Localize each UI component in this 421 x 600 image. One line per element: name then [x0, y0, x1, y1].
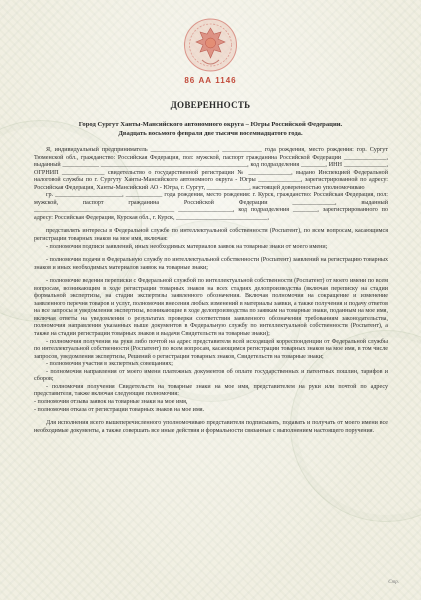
document-title: ДОВЕРЕННОСТЬ: [170, 100, 251, 110]
power-item-receive: - полномочия получения на руки либо почтой на адрес представителя всей исходящей корреспонденции от Федеральной службы по интеллектуальной собственности (Роспатент) по всем вопросам, касающимся регистрации товарных знаков на мое имя, в том числе запросов, уведомления экспертизы, Решений о регистрации товарных знаков, Свидетельств на товарные знаки;: [34, 338, 388, 360]
power-item-file: - полномочия подачи в Федеральную службу по интеллектуальной собственности (Роспатент) заявлений на регистрацию товарных знаков и иных необходимых материалов заявок на товарные знаки;: [34, 257, 388, 271]
power-item-meetings: - полномочия участия в экспертных совещаниях;: [46, 361, 173, 368]
document-heading: [40, 120, 381, 138]
power-item-withdraw: - полномочия отзыва заявок на товарные знаки на мое имя,: [34, 398, 188, 405]
power-item-refuse: - полномочия отказа от регистрации товарных знаков на мое имя.: [34, 406, 205, 413]
power-item-correspondence: - полномочие ведения переписки с Федеральной службой по интеллектуальной собственности (Роспатент) от моего имени по всем вопросам, возникающим в ходе регистрации товарных знаков на всех стадиях делопроизводства (включая переписку на стадии формальной экспертизы, на стадии экспертизы заявленного обозначения. Включая полномочия на сокращение и изменение заявленного перечня товаров и услуг, полномочия внесения любых изменений в материалы заявки, а также получения и подачу ответов на все запросы и уведомления экспертизы, возникающие в ходе делопроизводства по заявкам на товарные знаки, поданным на мое имя, включая ответы на уведомления о результатах проверки соответствия заявленного обозначения требованиям законодательства, полномочия направления указанных выше документов в Федеральную службу по интеллектуальной собственности (Роспатент), а также на стадии регистрации товарных знаков и выдачи Свидетельств на товарные знаки);: [34, 278, 388, 338]
page-footer-mark: Стр.: [388, 580, 399, 585]
document-body: [34, 147, 388, 435]
attorney-paragraph: гр. ______________________, ____________ года рождения, место рождения: г. Курск, гражданство: Российская Федерация, пол: мужской, паспорт гражданина Российской Федерации ______________, выданный ______________________________________________ __________________, код подразделения ________, зарегистрированного по адресу: Российская Федерация, Курская обл., г. Курск, ______________________________,: [34, 192, 388, 221]
power-item-sign: - полномочия подписи заявлений, иных необходимых материалов заявок на товарные знаки от моего имени;: [46, 243, 328, 250]
powers-intro-paragraph: представлять интересы в Федеральной службе по интеллектуальной собственности (Роспатент), по всем вопросам, касающимся регистрации товарных знаков на мое имя, включая:: [34, 228, 388, 243]
coat-of-arms-emblem-icon: [183, 16, 238, 74]
closing-paragraph: Для исполнения всего вышеперечисленного уполномочиваю представителя подписывать, подавать и получать от моего имени все необходимые документы, а также совершать все иные действия и формальности связанные с выполнением настоящего поручения.: [34, 420, 388, 434]
principal-paragraph: Я, индивидуальный предприниматель ______________________, _____________ года рождения, место рождения: гор. Сургут Тюменской обл., гражданство: Российская Федерация, пол: мужской, паспорт гражданина Российской Федерации ______________, выданный ____________ ________________________________________________, код подразделения ________, ИНН ______________, ОГРНИП ______________ свидетельство о государственной регистрации № ______________, выдано Инспекцией Федеральной налоговой службы по г. Сургуту Ханты-Мансийского автономного округа - Югры ______________, зарегистрированной по адресу: Российская Федерация, Ханты-Мансийский АО - Югра, г. Сургут, ______________, настоящей доверенностью уполномочиваю: [34, 147, 388, 191]
heading-date: Двадцать восьмого февраля две тысячи восемнадцатого года.: [118, 130, 303, 137]
heading-place: Город Сургут Ханты-Мансийского автономного округа – Югры Российской Федерации.: [78, 121, 343, 128]
power-item-payments: - полномочия направления от моего имени платежных документов об оплате государственных и патентных пошлин, тарифов и сборов;: [34, 368, 388, 383]
power-item-certificates: - полномочия получения Свидетельств на товарные знаки на мое имя, представителем на руки или почтой по адресу представителя, также включая следующие полномочия:: [34, 383, 388, 398]
form-serial-number: 86 АА 1146: [184, 76, 237, 85]
